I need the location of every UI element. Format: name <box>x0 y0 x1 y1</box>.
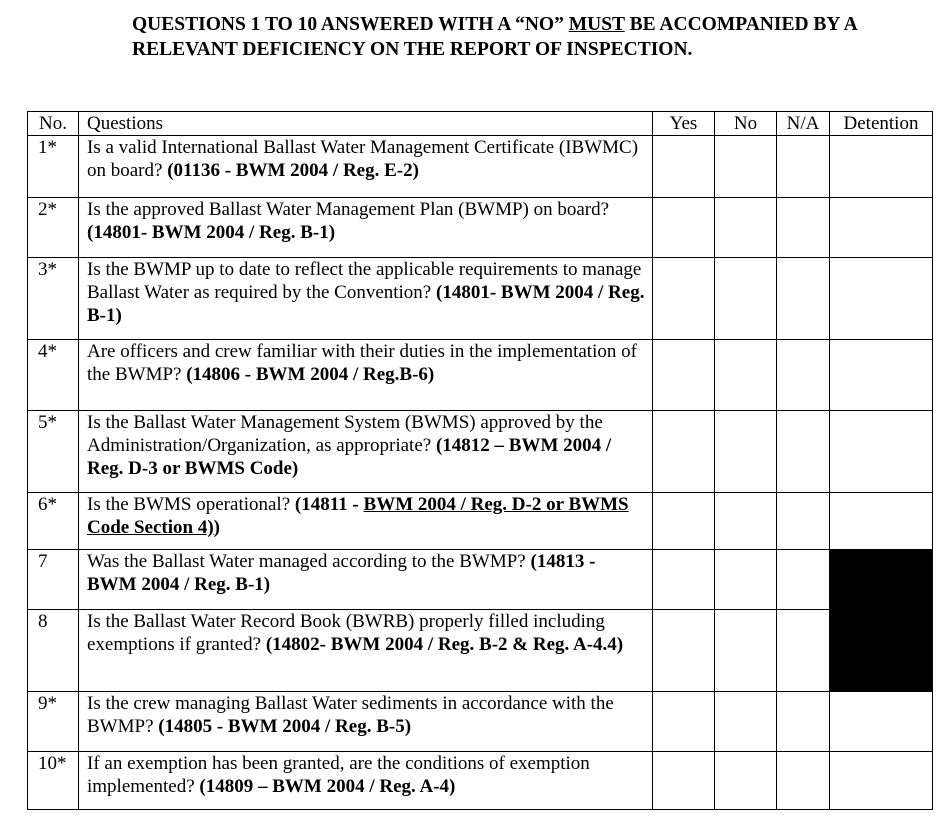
question-text: Is a valid International Ballast Water Management Certificate (IBWMC) on board? <box>87 137 639 181</box>
no-cell[interactable] <box>715 493 777 550</box>
no-cell[interactable] <box>715 258 777 340</box>
table-row <box>28 610 933 692</box>
question-text: Is the Ballast Water Management System (BWMS) approved by the Administration/Organization, as appropriate? <box>87 412 603 456</box>
na-cell[interactable] <box>777 258 830 340</box>
header-na: N/A <box>777 112 830 136</box>
yes-cell[interactable] <box>653 752 715 810</box>
detention-blacked-out <box>830 550 933 610</box>
regulation-ref: (14813 - BWM 2004 / Reg. B-1) <box>87 551 596 595</box>
table-row <box>28 258 933 340</box>
question-text: Are officers and crew familiar with their duties in the implementation of the BWMP? <box>87 341 637 385</box>
no-cell[interactable] <box>715 411 777 493</box>
question-text: Was the Ballast Water managed according to the BWMP? <box>87 551 531 572</box>
question-cell <box>79 411 653 493</box>
yes-cell[interactable] <box>653 692 715 752</box>
no-cell[interactable] <box>715 136 777 198</box>
na-cell[interactable] <box>777 692 830 752</box>
question-cell <box>79 550 653 610</box>
detention-cell[interactable] <box>830 752 933 810</box>
question-cell <box>79 610 653 692</box>
row-number: 8 <box>28 610 79 692</box>
detention-cell[interactable] <box>830 340 933 411</box>
table-row <box>28 198 933 258</box>
no-cell[interactable] <box>715 692 777 752</box>
question-text: Is the approved Ballast Water Management Plan (BWMP) on board? <box>87 199 610 220</box>
yes-cell[interactable] <box>653 610 715 692</box>
no-cell[interactable] <box>715 340 777 411</box>
question-cell <box>79 258 653 340</box>
na-cell[interactable] <box>777 198 830 258</box>
table-row <box>28 136 933 198</box>
na-cell[interactable] <box>777 493 830 550</box>
table-row <box>28 752 933 810</box>
question-text: Is the Ballast Water Record Book (BWRB) properly filled including exemptions if granted? <box>87 611 605 655</box>
detention-cell[interactable] <box>830 136 933 198</box>
na-cell[interactable] <box>777 550 830 610</box>
header-no-answer: No <box>715 112 777 136</box>
na-cell[interactable] <box>777 411 830 493</box>
table-row <box>28 340 933 411</box>
row-number: 7 <box>28 550 79 610</box>
na-cell[interactable] <box>777 752 830 810</box>
question-cell <box>79 340 653 411</box>
yes-cell[interactable] <box>653 258 715 340</box>
question-text: Is the BWMS operational? <box>87 494 295 515</box>
row-number: 6* <box>28 493 79 550</box>
no-cell[interactable] <box>715 752 777 810</box>
table-row <box>28 411 933 493</box>
row-number: 2* <box>28 198 79 258</box>
detention-blacked-out <box>830 610 933 692</box>
question-text: Is the crew managing Ballast Water sediments in accordance with the BWMP? <box>87 693 614 737</box>
na-cell[interactable] <box>777 136 830 198</box>
question-text: Is the BWMP up to date to reflect the applicable requirements to manage Ballast Water as required by the Convention? <box>87 259 642 303</box>
detention-cell[interactable] <box>830 493 933 550</box>
header-yes: Yes <box>653 112 715 136</box>
table-row <box>28 550 933 610</box>
table-row <box>28 692 933 752</box>
header-detention: Detention <box>830 112 933 136</box>
heading-part-1: QUESTIONS 1 TO 10 ANSWERED WITH A “NO” <box>132 14 569 35</box>
regulation-ref: (14811 - <box>294 494 364 515</box>
yes-cell[interactable] <box>653 340 715 411</box>
regulation-ref: (14805 - BWM 2004 / Reg. B-5) <box>158 716 412 737</box>
no-cell[interactable] <box>715 610 777 692</box>
regulation-ref: (14801- BWM 2004 / Reg. B-1) <box>87 222 336 243</box>
row-number: 5* <box>28 411 79 493</box>
yes-cell[interactable] <box>653 136 715 198</box>
regulation-ref: (14802- BWM 2004 / Reg. B-2 & Reg. A-4.4) <box>265 634 624 655</box>
na-cell[interactable] <box>777 610 830 692</box>
detention-cell[interactable] <box>830 411 933 493</box>
question-cell <box>79 136 653 198</box>
regulation-ref: (14806 - BWM 2004 / Reg.B-6) <box>186 364 435 385</box>
row-number: 1* <box>28 136 79 198</box>
regulation-ref-underlined: BWM 2004 / Reg. D-2 or BWMS Code Section 4) <box>87 494 629 538</box>
question-cell <box>79 493 653 550</box>
header-no: No. <box>28 112 79 136</box>
na-cell[interactable] <box>777 340 830 411</box>
table-header-row <box>28 112 933 136</box>
yes-cell[interactable] <box>653 411 715 493</box>
detention-cell[interactable] <box>830 692 933 752</box>
yes-cell[interactable] <box>653 550 715 610</box>
regulation-ref: (14809 – BWM 2004 / Reg. A-4) <box>199 776 456 797</box>
header-questions: Questions <box>79 112 653 136</box>
regulation-ref: (14812 – BWM 2004 / Reg. D-3 or BWMS Code) <box>87 435 612 479</box>
heading-emphasis: MUST <box>568 14 625 35</box>
row-number: 3* <box>28 258 79 340</box>
regulation-ref: (14801- BWM 2004 / Reg. B-1) <box>87 282 645 326</box>
question-cell <box>79 752 653 810</box>
inspection-checklist-table <box>27 111 933 810</box>
heading-part-2: BE ACCOMPANIED BY A RELEVANT DEFICIENCY ON THE REPORT OF INSPECTION. <box>132 14 857 60</box>
row-number: 10* <box>28 752 79 810</box>
regulation-ref-tail: ) <box>213 517 220 538</box>
no-cell[interactable] <box>715 198 777 258</box>
question-text: If an exemption has been granted, are the conditions of exemption implemented? <box>87 753 590 797</box>
no-cell[interactable] <box>715 550 777 610</box>
regulation-ref: (01136 - BWM 2004 / Reg. E-2) <box>167 160 419 181</box>
detention-cell[interactable] <box>830 258 933 340</box>
yes-cell[interactable] <box>653 493 715 550</box>
yes-cell[interactable] <box>653 198 715 258</box>
row-number: 4* <box>28 340 79 411</box>
question-cell <box>79 198 653 258</box>
row-number: 9* <box>28 692 79 752</box>
question-cell <box>79 692 653 752</box>
detention-cell[interactable] <box>830 198 933 258</box>
page-heading <box>132 12 912 62</box>
table-row <box>28 493 933 550</box>
